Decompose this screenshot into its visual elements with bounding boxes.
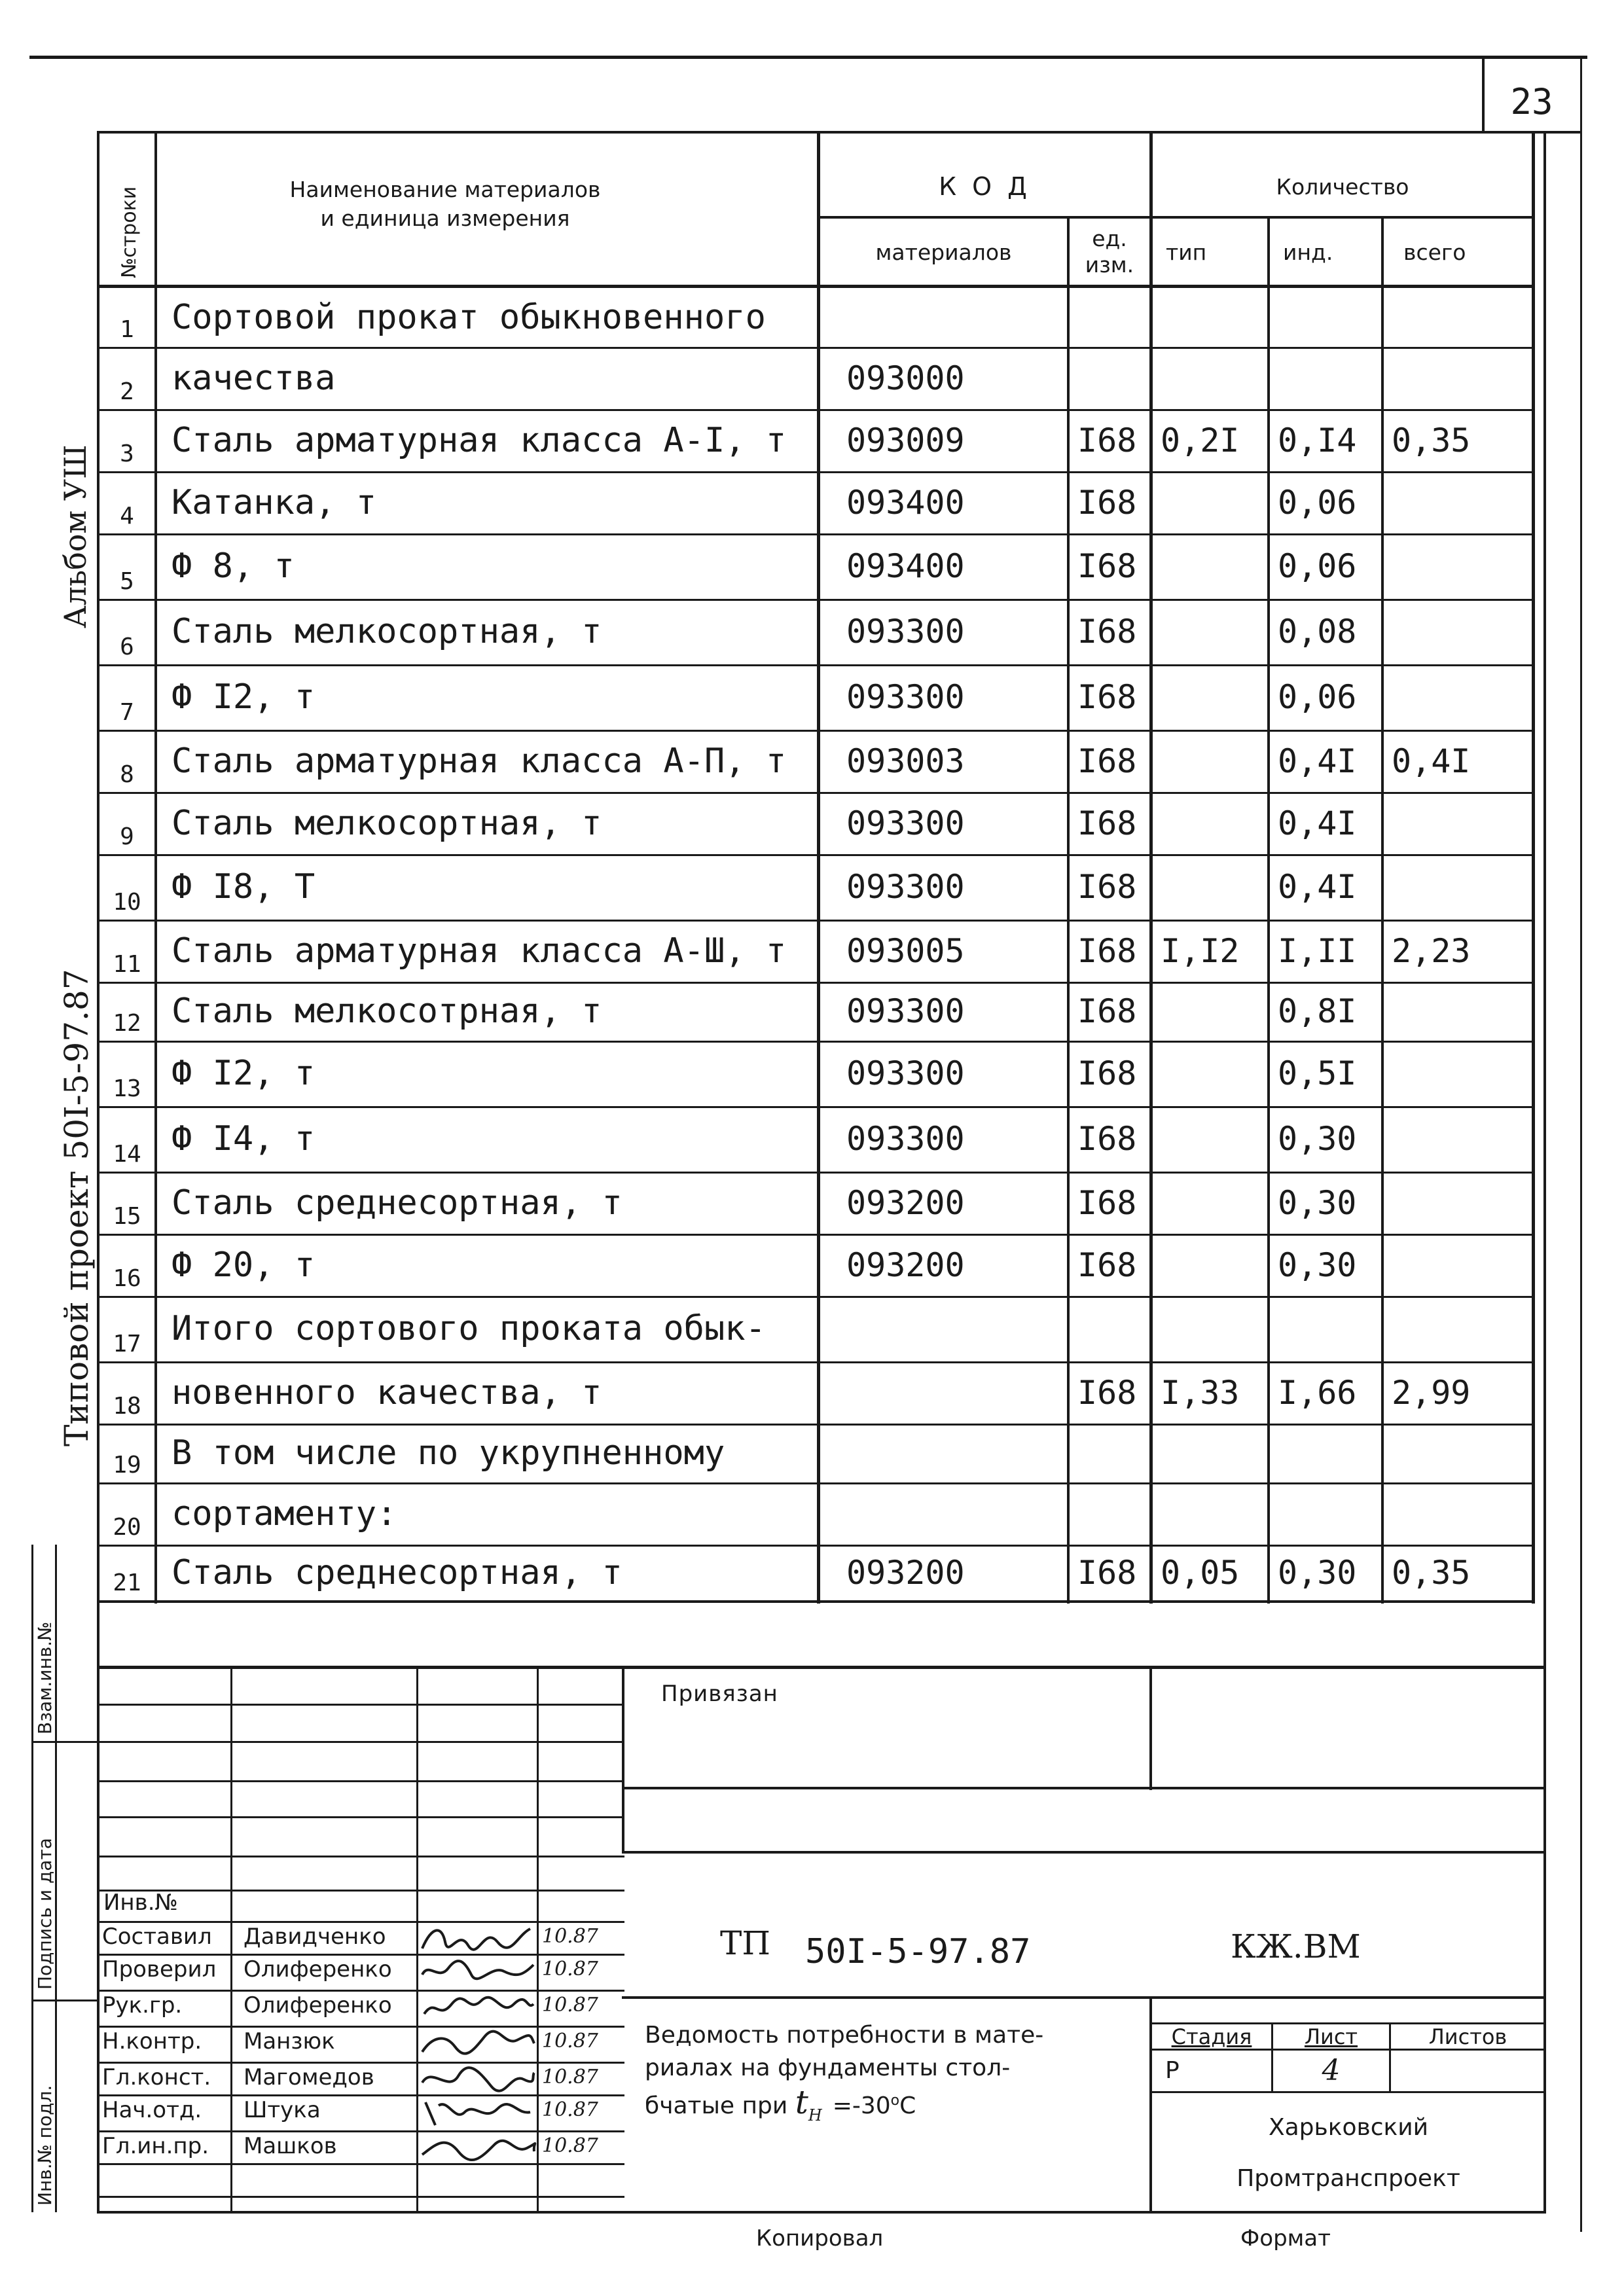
- table-bottom: [97, 1600, 1534, 1603]
- unit-cell: I68: [1077, 1054, 1137, 1092]
- signature-role: Составил: [102, 1924, 212, 1950]
- signature-role: Нач.отд.: [102, 2097, 202, 2123]
- row-number: 15: [113, 1203, 141, 1230]
- handwritten-signature: [419, 1955, 537, 1988]
- ind-cell: [1270, 1424, 1381, 1482]
- stage-value: Р: [1165, 2056, 1180, 2084]
- type-cell: [1153, 730, 1267, 792]
- header-subline: [817, 216, 1534, 219]
- side-strip-div2: [31, 2000, 99, 2001]
- signature-date: 10.87: [542, 1958, 598, 1981]
- code-cell: 093400: [846, 483, 965, 522]
- total-cell: [1384, 1424, 1532, 1482]
- signature-name: Магомедов: [244, 2064, 374, 2090]
- row-number: 9: [120, 823, 134, 850]
- code-cell: 093200: [846, 1183, 965, 1222]
- sig-row-line: [97, 2196, 624, 2198]
- total-cell: [1384, 1482, 1532, 1545]
- code-cell: 093300: [846, 678, 965, 716]
- material-name: Итого сортового проката обык-: [171, 1309, 766, 1348]
- unit-cell: I68: [1077, 1553, 1137, 1592]
- unit-cell: [1070, 347, 1149, 409]
- side-label-album: Альбом УШ: [58, 444, 93, 628]
- ind-cell: [1270, 1482, 1381, 1545]
- side-label-sign-date: Подпись и дата: [34, 1838, 56, 1990]
- unit-cell: I68: [1077, 1183, 1137, 1222]
- type-cell: [1153, 1296, 1267, 1361]
- code-cell: 093009: [846, 421, 965, 459]
- ind-cell: 0,5I: [1278, 1054, 1357, 1092]
- signature-role: Гл.конст.: [102, 2064, 211, 2090]
- total-cell: [1384, 1296, 1532, 1361]
- sheets-label: Листов: [1428, 2024, 1507, 2049]
- sig-row-line: [97, 1741, 624, 1743]
- total-cell: [1384, 533, 1532, 599]
- row-number: 12: [113, 1010, 141, 1037]
- unit-cell: [1070, 1296, 1149, 1361]
- row-number: 2: [120, 378, 134, 405]
- code-cell: [820, 1424, 1067, 1482]
- row-number: 13: [113, 1075, 141, 1102]
- type-cell: [1153, 792, 1267, 854]
- ind-cell: 0,8I: [1278, 992, 1357, 1030]
- type-cell: [1153, 288, 1267, 347]
- unit-cell: I68: [1077, 421, 1137, 459]
- unit-cell: I68: [1077, 613, 1137, 651]
- code-cell: 093200: [846, 1553, 965, 1592]
- material-name: Сталь среднесортная, т: [171, 1183, 623, 1223]
- handwritten-signature: [419, 1991, 537, 2024]
- side-label-swap: Взам.инв.№: [34, 1621, 56, 1734]
- total-cell: [1384, 664, 1532, 730]
- signature-name: Штука: [244, 2097, 321, 2123]
- signature-name: Машков: [244, 2133, 337, 2159]
- header-unit: ед. изм.: [1085, 226, 1134, 278]
- signature-date: 10.87: [542, 1925, 598, 1948]
- code-cell: [820, 1296, 1067, 1361]
- signature-date: 10.87: [542, 2030, 598, 2053]
- ind-cell: 0,4I: [1278, 804, 1357, 842]
- tp-label: ТП: [720, 1924, 770, 1962]
- temp-symbol: $t_Н$: [795, 2083, 822, 2125]
- material-name: Ф I4, т: [171, 1119, 316, 1158]
- ind-cell: 0,4I: [1278, 868, 1357, 906]
- material-name: качества: [171, 358, 336, 398]
- code-cell: 093000: [846, 359, 965, 397]
- total-cell: [1384, 1172, 1532, 1234]
- row-number: 5: [120, 568, 134, 595]
- material-name: Ф 8, т: [171, 547, 295, 586]
- material-name: Катанка, т: [171, 482, 377, 522]
- code-cell: [820, 288, 1067, 347]
- sheet-number: 23: [1510, 81, 1553, 122]
- material-name: Сталь арматурная класса А-П, т: [171, 741, 787, 781]
- unit-cell: [1070, 288, 1149, 347]
- tb-bound-divider: [622, 1666, 624, 1852]
- code-cell: [820, 1482, 1067, 1545]
- ind-cell: 0,30: [1278, 1183, 1357, 1222]
- sig-row-line: [97, 1856, 624, 1857]
- ind-cell: [1270, 347, 1381, 409]
- row-number: 3: [120, 440, 134, 467]
- description: [645, 2019, 1043, 2132]
- sig-row-line: [97, 1990, 624, 1992]
- material-name: Сталь мелкосортная, т: [171, 612, 602, 651]
- handwritten-signature: [419, 2027, 537, 2060]
- code-cell: [820, 1361, 1067, 1424]
- ind-cell: 0,08: [1278, 613, 1357, 651]
- handwritten-signature: [419, 1922, 537, 1955]
- material-name: Ф I2, т: [171, 1054, 316, 1093]
- unit-cell: I68: [1077, 1373, 1137, 1412]
- ind-cell: 0,30: [1278, 1553, 1357, 1592]
- header-total: всего: [1403, 239, 1466, 265]
- material-name: Сталь среднесортная, т: [171, 1552, 623, 1592]
- handwritten-signature: [419, 2132, 537, 2164]
- ind-cell: I,66: [1278, 1373, 1357, 1412]
- frame-right: [1543, 131, 1546, 2212]
- code-cell: 093200: [846, 1246, 965, 1284]
- description-line2: риалах на фундаменты стол-: [645, 2054, 1011, 2081]
- unit-cell: I68: [1077, 1120, 1137, 1158]
- code-cell: 093003: [846, 742, 965, 780]
- row-number: 14: [113, 1141, 141, 1168]
- signature-role: Рук.гр.: [102, 1992, 183, 2018]
- ind-cell: 0,30: [1278, 1120, 1357, 1158]
- total-cell: [1384, 1234, 1532, 1296]
- description-line3: бчатые при $t_Н =-30^oС$: [645, 2083, 916, 2125]
- sheets-value: [1391, 2051, 1545, 2090]
- total-cell: [1384, 1106, 1532, 1172]
- sig-row-line: [97, 1954, 624, 1956]
- total-cell: [1384, 599, 1532, 664]
- total-cell: [1384, 1041, 1532, 1106]
- ind-cell: 0,06: [1278, 678, 1357, 716]
- footer-format: Формат: [1240, 2225, 1331, 2251]
- row-number: 16: [113, 1265, 141, 1292]
- total-cell: [1384, 471, 1532, 533]
- handwritten-signature: [419, 2063, 537, 2096]
- unit-cell: I68: [1077, 742, 1137, 780]
- type-cell: I,33: [1161, 1373, 1240, 1412]
- sig-row-line: [97, 1780, 624, 1782]
- frame-right-outer: [1580, 59, 1582, 2232]
- code-cell: 093400: [846, 547, 965, 585]
- type-cell: [1153, 533, 1267, 599]
- tb-title-bottom: [622, 1996, 1546, 1999]
- unit-cell: I68: [1077, 804, 1137, 842]
- unit-cell: I68: [1077, 992, 1137, 1030]
- type-cell: [1153, 1172, 1267, 1234]
- description-line1: Ведомость потребности в мате-: [645, 2022, 1044, 2049]
- total-cell: 0,35: [1392, 421, 1471, 459]
- ind-cell: [1270, 288, 1381, 347]
- top-rule: [29, 56, 1587, 59]
- type-cell: [1153, 599, 1267, 664]
- side-label-inv-orig: Инв.№ подл.: [34, 2085, 56, 2206]
- frame-top: [97, 131, 1545, 134]
- footer-copied: Копировал: [756, 2225, 884, 2251]
- sig-row-line: [97, 2130, 624, 2132]
- header-materials: материалов: [875, 239, 1012, 265]
- material-name: В том числе по укрупненному: [171, 1433, 725, 1473]
- unit-cell: I68: [1077, 483, 1137, 522]
- material-name: Ф 20, т: [171, 1245, 316, 1285]
- row-number: 19: [113, 1452, 141, 1479]
- header-name: Наименование материалов и единица измерения: [289, 177, 601, 231]
- sig-row-line: [97, 1704, 624, 1706]
- type-cell: [1153, 664, 1267, 730]
- ind-cell: 0,30: [1278, 1246, 1357, 1284]
- side-strip-left: [31, 1545, 33, 2212]
- ind-cell: I,II: [1278, 931, 1357, 970]
- doc-mark: КЖ.ВМ: [1231, 1928, 1361, 1965]
- handwritten-signature: [419, 2096, 537, 2128]
- total-cell: 2,23: [1392, 931, 1471, 970]
- total-cell: 0,4I: [1392, 742, 1471, 780]
- type-cell: [1153, 1234, 1267, 1296]
- material-name: Ф I2, т: [171, 677, 316, 717]
- side-strip-div1: [31, 1741, 99, 1743]
- code-cell: 093300: [846, 613, 965, 651]
- total-cell: 2,99: [1392, 1373, 1471, 1412]
- row-number: 8: [120, 761, 134, 788]
- header-quantity: Количество: [1276, 173, 1409, 200]
- total-cell: [1384, 288, 1532, 347]
- unit-cell: I68: [1077, 678, 1137, 716]
- header-type: тип: [1166, 239, 1207, 265]
- sig-row-line: [97, 2163, 624, 2165]
- signature-date: 10.87: [542, 1994, 598, 2017]
- signature-name: Олиференко: [244, 1992, 392, 2018]
- type-cell: [1153, 854, 1267, 920]
- type-cell: [1153, 1424, 1267, 1482]
- unit-cell: I68: [1077, 931, 1137, 970]
- total-cell: [1384, 792, 1532, 854]
- material-name: новенного качества, т: [171, 1372, 602, 1412]
- tb-bound-right-divider: [1149, 1666, 1152, 1790]
- row-number: 20: [113, 1514, 141, 1541]
- total-cell: [1384, 854, 1532, 920]
- doc-code: 50I-5-97.87: [805, 1932, 1031, 1971]
- tb-stage-row2: [1149, 2091, 1546, 2093]
- frame-bottom: [97, 2211, 1546, 2214]
- header-ind: инд.: [1283, 239, 1333, 265]
- material-name: сортаменту:: [171, 1494, 397, 1534]
- ind-cell: [1270, 1296, 1381, 1361]
- total-cell: [1384, 982, 1532, 1041]
- row-number: 1: [120, 316, 134, 343]
- signature-role: Проверил: [102, 1956, 217, 1982]
- tb-top: [97, 1666, 1546, 1669]
- header-row-no: №строки: [118, 186, 141, 278]
- unit-cell: I68: [1077, 1246, 1137, 1284]
- material-name: Сталь мелкосотрная, т: [171, 992, 602, 1031]
- sheet-num-box-left: [1482, 59, 1485, 132]
- code-cell: 093300: [846, 804, 965, 842]
- sheet-label: Лист: [1304, 2024, 1358, 2049]
- bound-label: Привязан: [661, 1681, 778, 1707]
- row-number: 4: [120, 503, 134, 529]
- sig-row-line: [97, 2094, 624, 2096]
- material-name: Сортовой прокат обыкновенного: [171, 298, 766, 337]
- unit-cell: [1070, 1482, 1149, 1545]
- type-cell: [1153, 1106, 1267, 1172]
- material-name: Сталь арматурная класса А-Ш, т: [171, 931, 787, 971]
- org-line2: Промтранспроект: [1236, 2164, 1460, 2192]
- type-cell: [1153, 1482, 1267, 1545]
- ind-cell: 0,4I: [1278, 742, 1357, 780]
- signature-name: Давидченко: [244, 1924, 386, 1950]
- signature-date: 10.87: [542, 2066, 598, 2089]
- type-cell: [1153, 1041, 1267, 1106]
- material-name: Ф I8, Т: [171, 867, 316, 906]
- unit-cell: [1070, 1424, 1149, 1482]
- signature-role: Н.контр.: [102, 2028, 202, 2054]
- unit-cell: I68: [1077, 547, 1137, 585]
- inv-no-label: Инв.№: [103, 1890, 178, 1916]
- signature-name: Олиференко: [244, 1956, 392, 1982]
- code-cell: 093300: [846, 868, 965, 906]
- col-line-right: [1532, 131, 1535, 1604]
- ind-cell: 0,06: [1278, 547, 1357, 585]
- org-line1: Харьковский: [1268, 2113, 1429, 2141]
- ind-cell: 0,06: [1278, 483, 1357, 522]
- type-cell: 0,2I: [1161, 421, 1240, 459]
- row-number: 10: [113, 889, 141, 916]
- row-number: 18: [113, 1393, 141, 1420]
- tb-main-top: [622, 1851, 1546, 1854]
- type-cell: [1153, 471, 1267, 533]
- sig-row-line: [97, 2062, 624, 2064]
- type-cell: I,I2: [1161, 931, 1240, 970]
- side-label-project: Типовой проект 50I-5-97.87: [58, 969, 96, 1446]
- sheet-value: 4: [1322, 2053, 1341, 2087]
- code-cell: 093300: [846, 1054, 965, 1092]
- total-cell: [1384, 347, 1532, 409]
- type-cell: 0,05: [1161, 1553, 1240, 1592]
- type-cell: [1153, 347, 1267, 409]
- sig-row-line: [97, 1816, 624, 1818]
- header-code: К О Д: [939, 172, 1031, 201]
- signature-date: 10.87: [542, 2134, 598, 2157]
- tb-bound-bottom: [622, 1787, 1546, 1789]
- sig-row-line: [97, 1921, 624, 1923]
- ind-cell: 0,I4: [1278, 421, 1357, 459]
- code-cell: 093300: [846, 1120, 965, 1158]
- row-number: 6: [120, 634, 134, 660]
- signature-date: 10.87: [542, 2098, 598, 2121]
- material-name: Сталь мелкосортная, т: [171, 803, 602, 843]
- type-cell: [1153, 982, 1267, 1041]
- row-number: 11: [113, 951, 141, 978]
- row-number: 21: [113, 1570, 141, 1596]
- sig-row-line: [97, 2026, 624, 2028]
- unit-cell: I68: [1077, 868, 1137, 906]
- row-number: 7: [120, 699, 134, 726]
- code-cell: 093300: [846, 992, 965, 1030]
- stage-label: Стадия: [1171, 2024, 1252, 2049]
- code-cell: 093005: [846, 931, 965, 970]
- material-name: Сталь арматурная класса А-I, т: [171, 420, 787, 460]
- signature-role: Гл.ин.пр.: [102, 2133, 209, 2159]
- signature-name: Манзюк: [244, 2028, 335, 2054]
- row-number: 17: [113, 1331, 141, 1357]
- total-cell: 0,35: [1392, 1553, 1471, 1592]
